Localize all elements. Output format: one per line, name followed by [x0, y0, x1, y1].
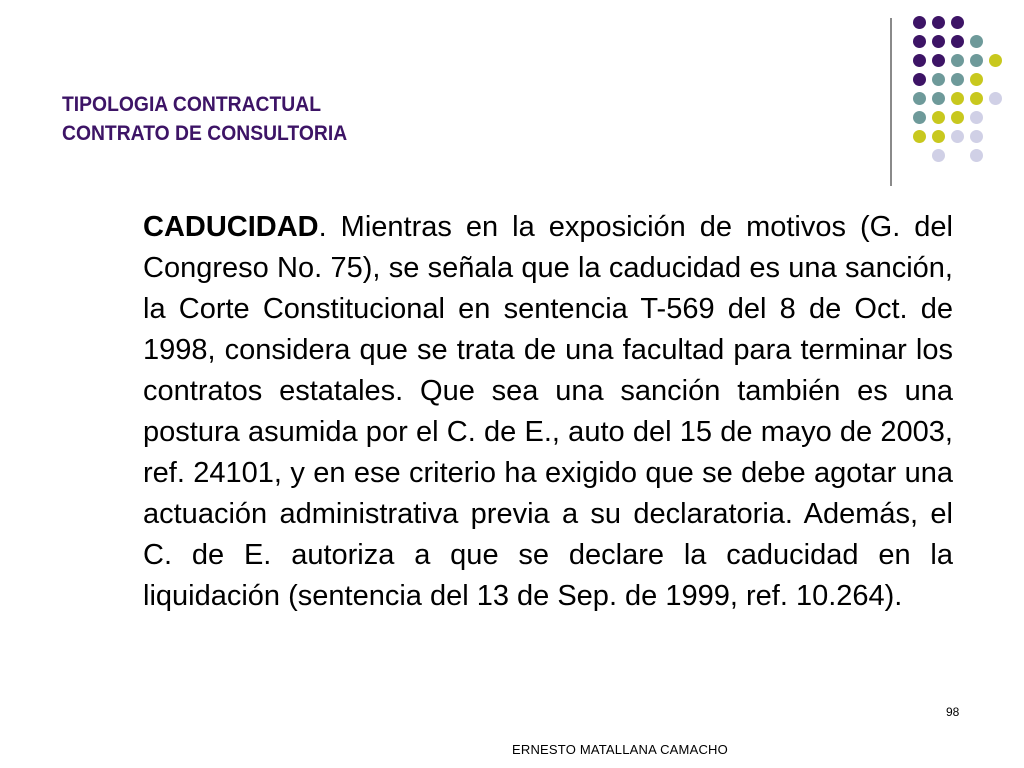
decorative-dot: [932, 149, 945, 162]
decorative-dot: [932, 92, 945, 105]
decorative-dot: [989, 54, 1002, 67]
body-paragraph: [143, 207, 953, 617]
decorative-dot: [932, 130, 945, 143]
decorative-dot: [970, 35, 983, 48]
decorative-dot: [951, 130, 964, 143]
decorative-dot: [970, 149, 983, 162]
decorative-dot: [913, 73, 926, 86]
decorative-dot: [913, 35, 926, 48]
decorative-dot: [989, 92, 1002, 105]
decorative-dot: [970, 73, 983, 86]
decorative-dot: [951, 16, 964, 29]
decorative-dot: [951, 92, 964, 105]
decorative-dot: [970, 111, 983, 124]
decorative-dot: [951, 54, 964, 67]
decorative-dot: [932, 54, 945, 67]
decorative-dot: [932, 111, 945, 124]
title-line-1: TIPOLOGIA CONTRACTUAL: [62, 93, 322, 116]
lead-term: CADUCIDAD: [143, 211, 319, 243]
decorative-dot: [932, 16, 945, 29]
decorative-dot: [932, 35, 945, 48]
decorative-dot: [913, 130, 926, 143]
decorative-dot: [970, 130, 983, 143]
decorative-dot: [970, 92, 983, 105]
decorative-dot: [951, 73, 964, 86]
decorative-dot: [970, 54, 983, 67]
decorative-dot: [932, 73, 945, 86]
page-number: 98: [946, 705, 960, 719]
decorative-dot: [913, 16, 926, 29]
decorative-dot: [913, 54, 926, 67]
body-text: . Mientras en la exposición de motivos (G. del Congreso No. 75), se señala que la caducidad es una sanción, la Corte Constitucional en sentencia T-569 del 8 de Oct. de 1998, considera que se trata de una facultad para terminar los contratos estatales. Que sea una sanción también es una postura asumida por el C. de E., auto del 15 de mayo de 2003, ref. 24101, y en ese criterio ha exigido que se debe agotar una actuación administrativa previa a su declaratoria. Además, el C. de E. autoriza a que se declare la caducidad en la liquidación (sentencia del 13 de Sep. de 1999, ref. 10.264).: [143, 211, 953, 612]
decorative-dot: [951, 111, 964, 124]
decorative-dot: [951, 35, 964, 48]
vertical-divider: [890, 18, 892, 186]
title-line-2: CONTRATO DE CONSULTORIA: [62, 122, 348, 145]
footer-author: ERNESTO MATALLANA CAMACHO: [512, 742, 728, 757]
decorative-dot: [913, 111, 926, 124]
slide-title: [62, 90, 347, 148]
decorative-dot: [913, 92, 926, 105]
